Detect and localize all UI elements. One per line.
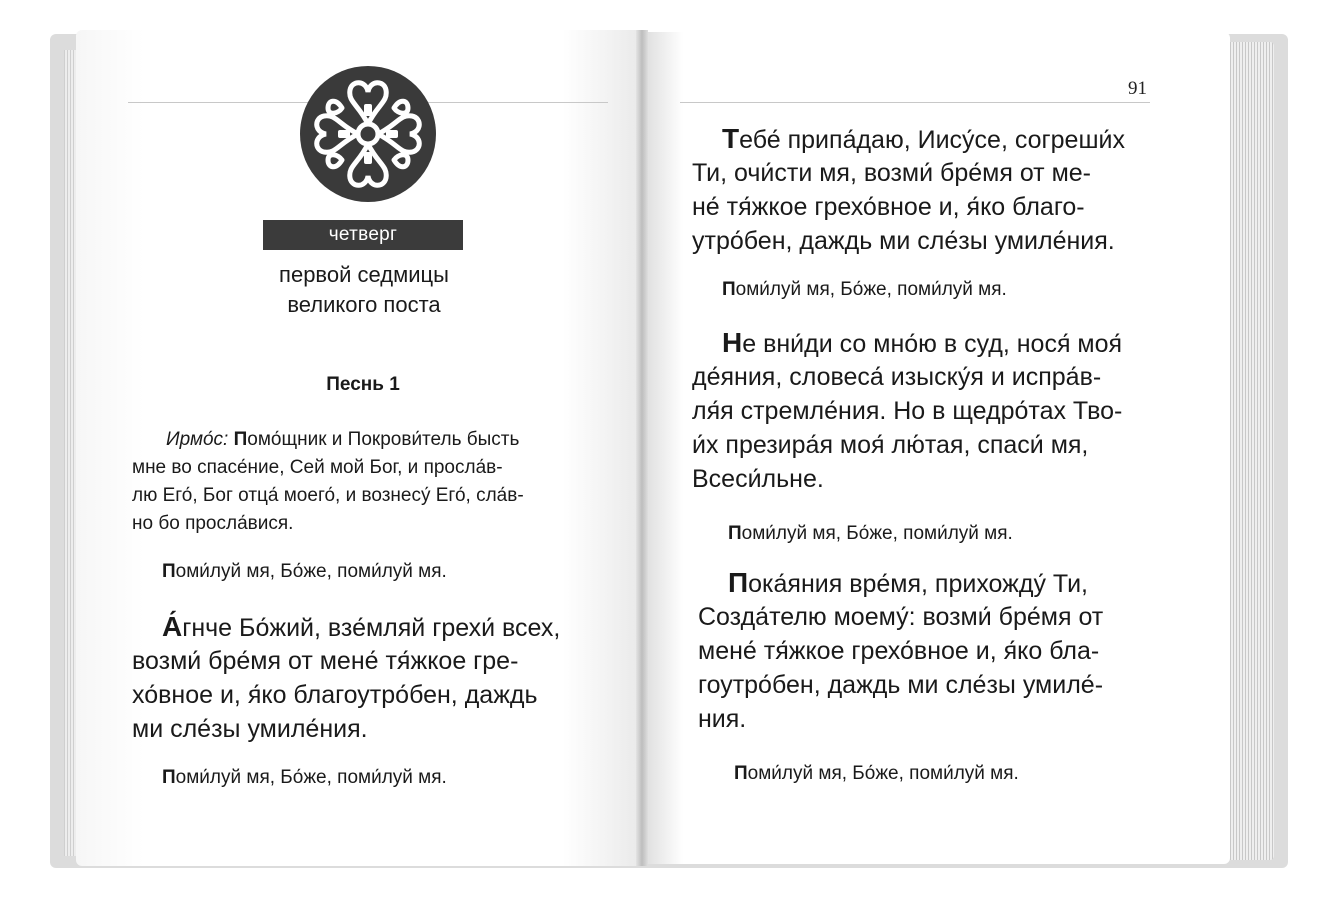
left-refrain-2-text: оми́луй мя, Бо́же, поми́луй мя. bbox=[175, 767, 447, 788]
right-troparion-1-text-1: ебе́ припа́даю, Иису́се, согреши́х bbox=[739, 126, 1125, 154]
right-troparion-1-line-3: не́ тя́жкое грехо́вное и, я́ко благо- bbox=[692, 193, 1085, 221]
right-refrain-1-initial: П bbox=[722, 279, 736, 300]
right-refrain-1-text: оми́луй мя, Бо́же, поми́луй мя. bbox=[735, 279, 1007, 300]
right-troparion-2-text-1: е вни́ди со мно́ю в суд, нося́ моя́ bbox=[742, 330, 1123, 358]
irmos-line-4: но бо просла́вися. bbox=[132, 513, 294, 534]
right-refrain-3-initial: П bbox=[734, 763, 748, 784]
left-troparion-text-1: гнче Бо́жий, взе́мляй грехи́ всех, bbox=[182, 614, 561, 642]
left-troparion-line-4: ми сле́зы умиле́ния. bbox=[132, 715, 368, 743]
right-troparion-1-line-1 bbox=[722, 122, 1125, 157]
right-refrain-2-text: оми́луй мя, Бо́же, поми́луй мя. bbox=[741, 523, 1013, 544]
left-troparion-line-1 bbox=[162, 610, 560, 645]
ornament-medallion-icon bbox=[298, 64, 438, 204]
right-troparion-2-initial: Н bbox=[722, 327, 743, 358]
right-troparion-3-line-2: Созда́телю моему́: возми́ бре́мя от bbox=[698, 603, 1104, 631]
right-refrain-3-text: оми́луй мя, Бо́же, поми́луй мя. bbox=[747, 763, 1019, 784]
right-troparion-1-line-4: утро́бен, даждь ми сле́зы умиле́ния. bbox=[692, 227, 1115, 255]
right-troparion-1-line-2: Ти, очи́сти мя, возми́ бре́мя от ме- bbox=[692, 159, 1091, 187]
irmos-label: Ирмо́с: bbox=[166, 429, 229, 450]
right-troparion-3-line-1 bbox=[728, 566, 1088, 601]
day-banner: четверг bbox=[263, 220, 463, 250]
right-troparion-3-initial: П bbox=[728, 567, 749, 598]
right-troparion-3-line-4: гоутро́бен, даждь ми сле́зы умиле́- bbox=[698, 671, 1104, 699]
left-refrain-2-initial: П bbox=[162, 767, 176, 788]
left-refrain-1-text: оми́луй мя, Бо́же, поми́луй мя. bbox=[175, 561, 447, 582]
irmos-initial: П bbox=[233, 429, 248, 450]
right-troparion-3-line-3: мене́ тя́жкое грехо́вное и, я́ко бла- bbox=[698, 637, 1100, 665]
right-troparion-1-initial: Т bbox=[722, 123, 740, 154]
irmos-line-3: лю Его́, Бог отца́ моего́, и вознесу́ Его́, сла́в- bbox=[132, 485, 524, 506]
right-troparion-3-line-5: ния. bbox=[698, 705, 747, 733]
right-troparion-2-line-5: Всеси́льне. bbox=[692, 465, 824, 493]
left-refrain-2 bbox=[162, 764, 447, 792]
irmos-line-2: мне во спасе́ние, Сей мой Бог, и просла́в- bbox=[132, 457, 503, 478]
subtitle-line-1: первой седмицы bbox=[279, 262, 449, 287]
right-refrain-3 bbox=[734, 760, 1019, 788]
subtitle-line-2: великого поста bbox=[287, 292, 441, 317]
book-gutter bbox=[636, 30, 648, 866]
left-refrain-1 bbox=[162, 558, 447, 586]
left-troparion-initial: А́ bbox=[162, 611, 183, 642]
right-troparion-2-line-1 bbox=[722, 326, 1122, 361]
right-troparion-2-line-2: де́яния, словеса́ изыску́я и испра́в- bbox=[692, 363, 1102, 391]
irmos-line-1 bbox=[166, 426, 519, 454]
right-troparion-2-line-4: и́х презира́я моя́ лю́тая, спаси́ мя, bbox=[692, 431, 1089, 459]
right-refrain-2 bbox=[728, 520, 1013, 548]
page-number: 91 bbox=[1128, 78, 1147, 99]
left-troparion-line-2: возми́ бре́мя от мене́ тя́жкое гре- bbox=[132, 647, 519, 675]
left-page-edges bbox=[64, 50, 76, 856]
left-refrain-1-initial: П bbox=[162, 561, 176, 582]
right-page-edges bbox=[1230, 42, 1274, 860]
subtitle bbox=[220, 260, 508, 320]
right-troparion-3-text-1: ока́яния вре́мя, прихожду́ Ти, bbox=[748, 570, 1089, 598]
right-refrain-2-initial: П bbox=[728, 523, 742, 544]
irmos-text-1: омо́щник и Покрови́тель бысть bbox=[247, 429, 520, 450]
right-running-head-rule bbox=[680, 80, 1150, 103]
right-refrain-1 bbox=[722, 276, 1007, 304]
song-title: Песнь 1 bbox=[326, 374, 400, 395]
right-troparion-2-line-3: ля́я стремле́ния. Но в щедро́тах Тво- bbox=[692, 397, 1123, 425]
left-troparion-line-3: хо́вное и, я́ко благоутро́бен, даждь bbox=[132, 681, 538, 709]
